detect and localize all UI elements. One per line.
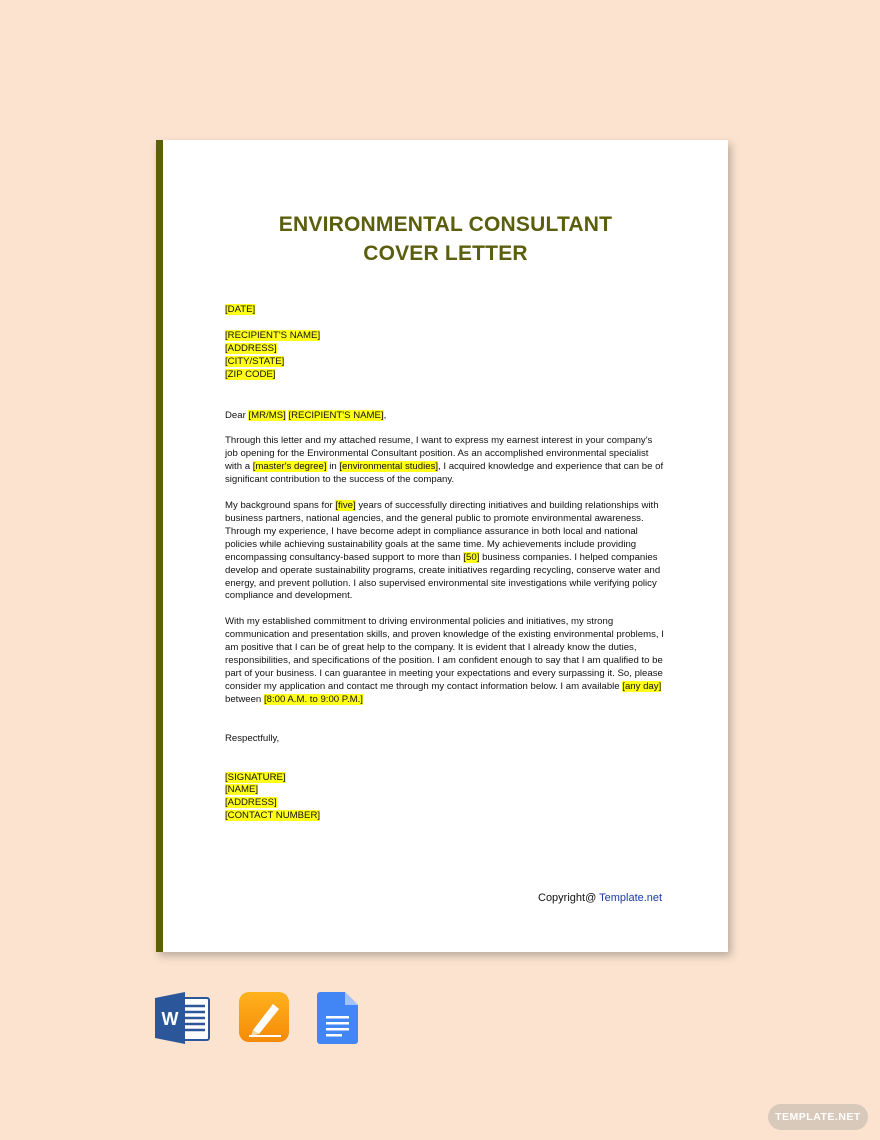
companies-count-placeholder: [50] <box>463 551 480 563</box>
recipient-block <box>225 330 665 382</box>
recipient-zip: [ZIP CODE] <box>225 368 276 380</box>
sender-signature: [SIGNATURE] <box>225 771 286 783</box>
recipient-name: [RECIPIENT'S NAME] <box>225 329 321 341</box>
paragraph-1: Through this letter and my attached resume, I want to express my earnest interest in your company's job opening for the Environmental Consultant position. As an accomplished environmental specialist with a [master's degree] in [environmental studies], I acquired knowledge and experience that can be of significant contribution to the success of the company. <box>225 435 664 486</box>
salutation-name: [RECIPIENT'S NAME] <box>288 409 384 421</box>
document-page <box>156 140 728 952</box>
degree-placeholder: [master's degree] <box>252 461 327 473</box>
salutation-title: [MR/MS] <box>248 409 286 421</box>
svg-text:W: W <box>161 1009 179 1029</box>
salutation: Dear [MR/MS] [RECIPIENT'S NAME], <box>225 409 387 421</box>
paragraph-2: My background spans for [five] years of successfully directing initiatives and building relationships with business partners, national agencies, and the general public to promote environmental awareness. Through my experience, I have become adept in compliance assurance in both local and national policies while achieving sustainability goals at the same time. My achievements include providing encompassing consultancy-based support to more than [50] business companies. I helped companies develop and operate sustainability programs, create initiatives regarding recycling, conserve water and energy, and prevent pollution. I also supervised environmental site investigations while verifying policy compliance and development. <box>225 500 661 602</box>
document-title <box>163 210 728 268</box>
google-docs-icon[interactable] <box>317 992 359 1049</box>
paragraph-3: With my established commitment to driving environmental policies and initiatives, my strong communication and presentation skills, and proven knowledge of the existing environmental problems, I am positive that I can be of great help to the company. It is evident that I already know the duties, responsibilities, and specifications of the position. I am confident enough to say that I am qualified to be part of your business. I can guarantee in meeting your expectations and every surpassing it. So, please consider my application and contact me through my contact information below. I am available [any day] between [8:00 A.M. to 9:00 P.M.] <box>225 616 664 705</box>
field-placeholder: [environmental studies] <box>339 461 439 473</box>
sender-name: [NAME] <box>225 784 259 796</box>
sender-address: [ADDRESS] <box>225 797 277 809</box>
copyright-link[interactable]: Template.net <box>599 892 663 904</box>
years-placeholder: [five] <box>335 500 356 512</box>
title-line-1: ENVIRONMENTAL CONSULTANT <box>278 213 613 236</box>
sender-contact: [CONTACT NUMBER] <box>225 810 321 822</box>
sender-block <box>225 772 665 824</box>
date-placeholder: [DATE] <box>225 304 256 315</box>
watermark-badge: TEMPLATE.NET <box>768 1104 868 1130</box>
availability-day-placeholder: [any day] <box>622 680 662 692</box>
recipient-address: [ADDRESS] <box>225 342 277 354</box>
title-line-2: COVER LETTER <box>363 242 528 265</box>
date-line <box>225 304 665 317</box>
letter-body <box>225 304 665 823</box>
closing: Respectfully, <box>225 732 280 744</box>
availability-time-placeholder: [8:00 A.M. to 9:00 P.M.] <box>263 693 363 705</box>
copyright-notice: Copyright@ Template.net <box>538 892 663 904</box>
pages-icon[interactable] <box>239 992 291 1049</box>
word-icon[interactable] <box>155 992 211 1049</box>
recipient-city-state: [CITY/STATE] <box>225 355 285 367</box>
page-accent-bar <box>156 140 163 952</box>
